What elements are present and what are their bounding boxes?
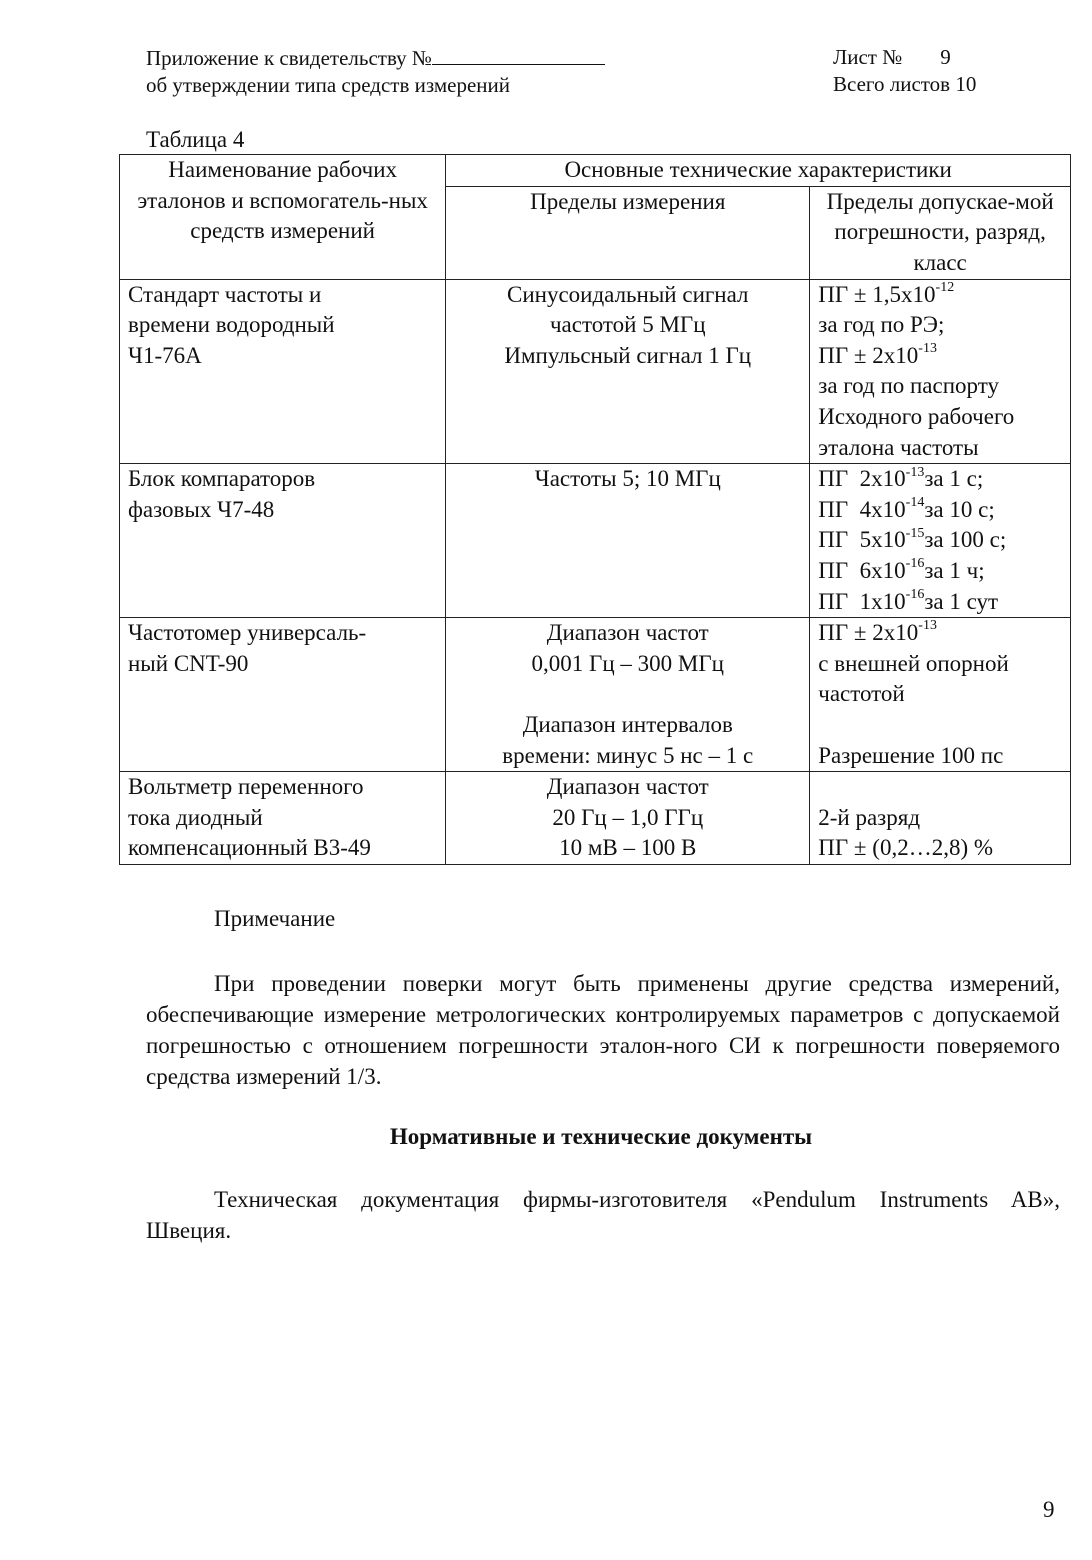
measurement-limits-line [454,679,801,710]
header-equipment-name: Наименование рабочих эталонов и вспомогатель-ных средств измерений [120,155,446,280]
header-right [833,44,976,98]
measurement-limits-line: Диапазон интервалов [522,711,733,737]
measurement-limits-line: Синусоидальный сигнал [506,281,749,307]
error-value: 2-й разряд [818,804,921,830]
measurement-limits-line: Диапазон частот [546,774,709,800]
header-measurement-limits: Пределы измерения [446,186,810,279]
error-value: ПГ ± 2x10 [818,342,919,368]
error-limits-line [818,371,1062,402]
error-value: за год по паспорту [818,373,999,399]
error-limits-line [818,710,1062,741]
table-row [120,772,1071,865]
error-value: ПГ ± (0,2…2,8) % [818,835,994,861]
measurement-limits-line: 10 мВ – 100 В [559,835,697,861]
error-value: ПГ 2x10 [818,466,906,492]
error-value: Разрешение 100 пс [818,742,1004,768]
error-exponent: -13 [918,618,937,634]
measurement-limits-line: Диапазон частот [546,620,709,646]
error-limits-line [818,402,1062,433]
error-value: Исходного рабочего [818,403,1015,429]
type-approval-line: об утверждении типа средств измерений [146,73,511,97]
error-period: за 1 с; [924,466,984,492]
measurement-limits-cell [446,279,810,464]
error-value: частотой [818,681,905,707]
measurement-limits-cell [446,464,810,618]
error-value: с внешней опорной [818,650,1009,676]
error-limits-cell [810,464,1071,618]
measurement-limits-line: Частоты 5; 10 МГц [534,466,721,492]
equipment-name-cell [120,772,446,865]
table-row [120,618,1071,772]
error-exponent: -16 [905,556,925,572]
header-error-limits: Пределы допускае-мой погрешности, разряд, класс [810,186,1071,279]
error-limits-line [818,310,1062,341]
equipment-name-line: тока диодный [128,804,263,830]
error-limits-line [818,525,1062,556]
error-exponent: -14 [905,495,925,511]
error-limits-line [818,679,1062,710]
error-limits-cell [810,772,1071,865]
table-body [120,279,1071,864]
error-value: ПГ 1x10 [818,588,906,614]
error-period: за 10 с; [924,496,995,522]
certificate-appendix-line [146,44,605,72]
measurement-limits-line: 0,001 Гц – 300 МГц [531,650,724,676]
equipment-name-cell [120,464,446,618]
header-main-characteristics: Основные технические характеристики [446,155,1071,187]
error-value: ПГ ± 2x10 [818,620,919,646]
measurement-limits-line: частотой 5 МГц [549,312,706,338]
equipment-name-line: Частотомер универсаль- [128,620,367,646]
note-title: Примечание [214,906,336,931]
error-limits-line [818,741,1062,772]
error-limits-line [818,587,1062,618]
error-limits-line [818,495,1062,526]
equipment-name-cell [120,618,446,772]
header-row [120,155,1071,187]
error-exponent: -16 [905,586,925,602]
error-limits-line [818,464,1062,495]
equipment-name-cell [120,279,446,464]
error-limits-line [818,433,1062,464]
error-limits-line [818,618,1062,649]
appendix-label: Приложение к свидетельству № [146,46,432,70]
measurement-limits-line: Импульсный сигнал 1 Гц [504,342,752,368]
equipment-name-line: компенсационный В3-49 [128,835,371,861]
error-value: эталона частоты [818,434,979,460]
error-value: ПГ 4x10 [818,496,906,522]
sheet-label: Лист № [833,45,903,69]
total-sheets: Всего листов 10 [833,72,977,96]
error-value: ПГ 5x10 [818,527,906,553]
equipment-name-line: Стандарт частоты и [128,281,322,307]
equipment-name-line: ный CNT-90 [128,650,249,676]
table-row [120,464,1071,618]
error-limits-line [818,556,1062,587]
page-number: 9 [1043,1497,1055,1522]
equipment-name-line: Ч1-76А [128,342,202,368]
measurement-limits-cell [446,618,810,772]
error-period: за 1 сут [924,588,999,614]
error-value: за год по РЭ; [818,312,945,338]
header-left [146,44,605,99]
error-exponent: -15 [905,525,925,541]
error-period: за 1 ч; [924,557,985,583]
measurement-limits-line: времени: минус 5 нс – 1 с [502,742,754,768]
measurement-limits-cell [446,772,810,865]
normative-docs-title: Нормативные и технические документы [389,1124,813,1149]
note-body: При проведении поверки могут быть применены другие средства измерений, обеспечивающие измерение метрологических контролируемых параметров с допускаемой погрешностью с отношением погрешности эталон-ного СИ к погрешности поверяемого средства измерений 1/3. [146,971,1060,1089]
normative-docs-body: Техническая документация фирмы-изготовителя «Pendulum Instruments AB», Швеция. [146,1187,1060,1243]
sheet-number: 9 [940,45,951,69]
measurement-limits-line: 20 Гц – 1,0 ГГц [552,804,704,830]
table-caption: Таблица 4 [146,127,245,152]
equipment-name-line: Вольтметр переменного [128,774,364,800]
error-exponent: -13 [918,341,937,357]
error-limits-line [818,803,1062,834]
sheet-line [833,44,976,71]
table-row [120,279,1071,464]
equipment-table [119,154,1071,865]
equipment-name-line: времени водородный [128,312,335,338]
error-value: ПГ ± 1,5x10 [818,281,936,307]
error-limits-line [818,649,1062,680]
certificate-number-blank [432,44,605,65]
error-limits-line [818,341,1062,372]
error-limits-cell [810,279,1071,464]
error-limits-line [818,772,1062,803]
error-value: ПГ 6x10 [818,557,906,583]
error-limits-line [818,280,1062,311]
equipment-name-line: Блок компараторов [128,466,316,492]
error-exponent: -13 [905,464,925,480]
error-exponent: -12 [935,279,955,295]
error-period: за 100 с; [924,527,1007,553]
equipment-name-line: фазовых Ч7-48 [128,496,275,522]
error-limits-line [818,833,1062,864]
error-limits-cell [810,618,1071,772]
